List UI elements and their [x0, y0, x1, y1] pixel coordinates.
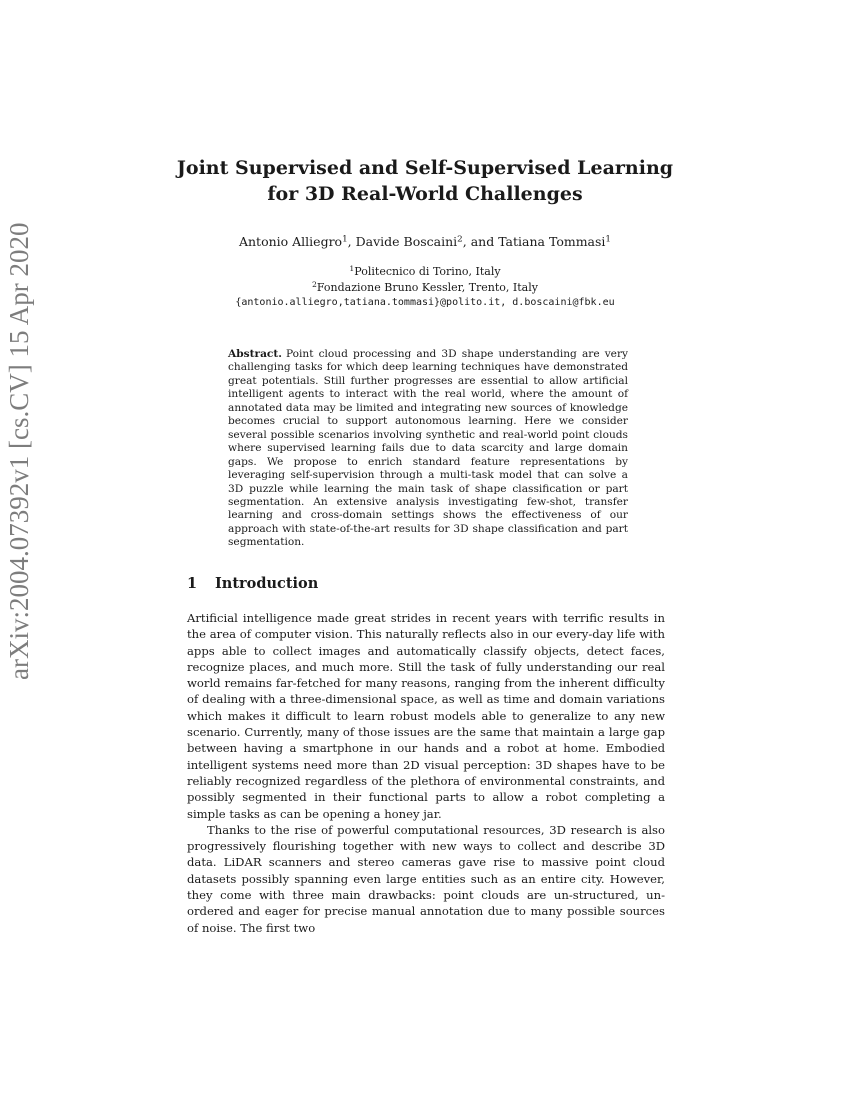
abstract-label: Abstract.	[228, 348, 282, 360]
author-affiliation-mark: 1	[605, 234, 611, 245]
section-heading	[187, 575, 318, 592]
affiliation-text: Politecnico di Torino, Italy	[354, 265, 501, 278]
body-paragraph: Thanks to the rise of powerful computational resources, 3D research is also progressively flourishing together with new ways to collect and describe 3D data. LiDAR scanners and stereo cameras gave rise to massive point cloud datasets possibly spanning even large entities such as an entire city. However, they come with three main drawbacks: point clouds are un-structured, un-ordered and eager for precise manual annotation due to many possible sources of noise. The first two	[187, 822, 665, 935]
section-title: Introduction	[215, 575, 319, 592]
title-line-2: for 3D Real-World Challenges	[267, 183, 583, 205]
author-name: Tatiana Tommasi	[498, 234, 606, 249]
author-affiliation-mark: 1	[342, 234, 348, 245]
author-separator: , and	[462, 234, 499, 249]
introduction-body	[187, 610, 665, 936]
abstract	[228, 348, 628, 550]
affiliation-mark: 2	[312, 279, 317, 289]
paper-title	[0, 155, 850, 207]
author-emails: {antonio.alliegro,tatiana.tommasi}@polito.it, d.boscaini@fbk.eu	[235, 297, 615, 308]
body-paragraph: Artificial intelligence made great strides in recent years with terrific results in the area of computer vision. This naturally reflects also in our every-day life with apps able to collect images and automatically classify objects, detect faces, recognize places, and much more. Still the task of fully understanding our real world remains far-fetched for many reasons, ranging from the inherent difficulty of dealing with a three-dimensional space, as well as time and domain variations which makes it difficult to learn robust models able to generalize to any new scenario. Currently, many of those issues are the same that maintain a large gap between having a smartphone in our hands and a robot at home. Embodied intelligent systems need more than 2D visual perception: 3D shapes have to be reliably recognized regardless of the plethora of environmental constraints, and possibly segmented in their functional parts to allow a robot completing a simple tasks as can be opening a honey jar.	[187, 611, 665, 821]
affiliation-text: Fondazione Bruno Kessler, Trento, Italy	[316, 280, 538, 294]
author-affiliation-mark: 2	[457, 234, 463, 245]
author-separator: ,	[347, 234, 356, 249]
affiliations-block	[0, 264, 850, 311]
affiliation-mark: 1	[349, 264, 355, 274]
author-name: Antonio Alliegro	[238, 234, 343, 249]
section-number: 1	[187, 575, 198, 592]
affiliation-2	[0, 280, 850, 296]
author-name: Davide Boscaini	[355, 234, 458, 249]
abstract-text: Point cloud processing and 3D shape understanding are very challenging tasks for which deep learning techniques have demonstrated great potentials. Still further progresses are essential to allow artificial intelligent agents to interact with the real world, where the amount of annotated data may be limited and integrating new sources of knowledge becomes crucial to support autonomous learning. Here we consider several possible scenarios involving synthetic and real-world point clouds where supervised learning fails due to data scarcity and large domain gaps. We propose to enrich standard feature representations by leveraging self-supervision through a multi-task model that can solve a 3D puzzle while learning the main task of shape classification or part segmentation. An extensive analysis investigating few-shot, transfer learning and cross-domain settings shows the effectiveness of our approach with state-of-the-art results for 3D shape classification and part segmentation.	[228, 348, 628, 549]
arxiv-identifier-stamp: arXiv:2004.07392v1 [cs.CV] 15 Apr 2020	[4, 222, 34, 680]
affiliation-1	[0, 264, 850, 280]
author-list	[0, 234, 850, 249]
title-line-1: Joint Supervised and Self-Supervised Learning	[176, 157, 674, 179]
